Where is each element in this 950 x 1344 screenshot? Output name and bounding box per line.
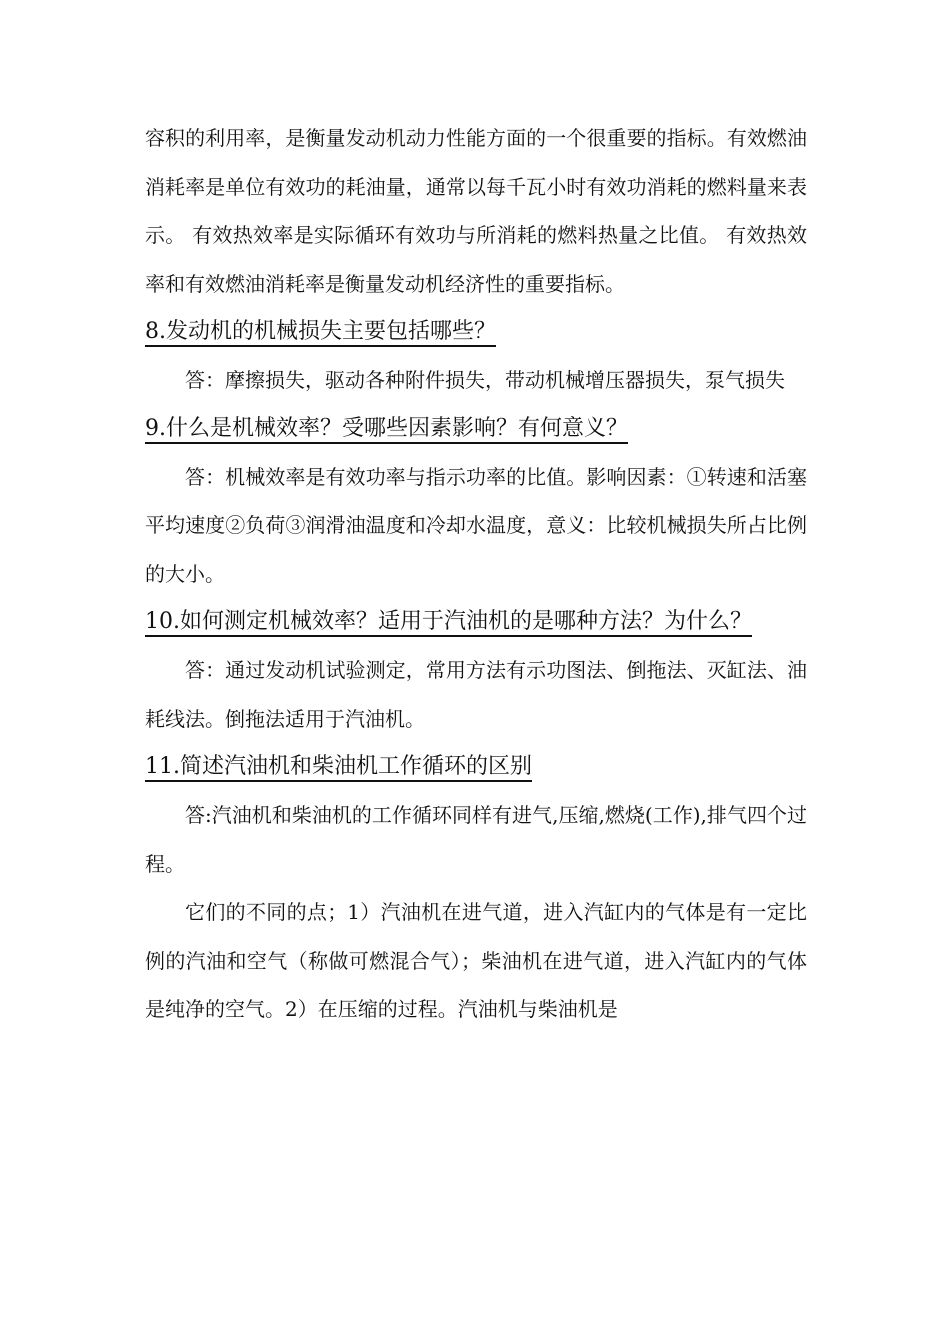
answer-8: 答：摩擦损失，驱动各种附件损失，带动机械增压器损失，泵气损失 bbox=[185, 368, 785, 392]
answer-10: 答：通过发动机试验测定，常用方法有示功图法、倒拖法、灭缸法、油耗线法。倒拖法适用于汽油机。 bbox=[145, 658, 807, 731]
question-9 bbox=[145, 405, 807, 453]
answer-11-part-1: 答:汽油机和柴油机的工作循环同样有进气,压缩,燃烧(工作),排气四个过程。 bbox=[145, 803, 807, 876]
answer-11-part-2: 它们的不同的点；1）汽油机在进气道，进入汽缸内的气体是有一定比例的汽油和空气（称做可燃混合气）；柴油机在进气道，进入汽缸内的气体是纯净的空气。2）在压缩的过程。汽油机与柴油机是 bbox=[145, 900, 807, 1021]
intro-paragraph: 容积的利用率，是衡量发动机动力性能方面的一个很重要的指标。有效燃油消耗率是单位有效功的耗油量，通常以每千瓦小时有效功消耗的燃料量来表示。 有效热效率是实际循环有效功与所消耗的燃料热量之比值。 有效热效率和有效燃油消耗率是衡量发动机经济性的重要指标。 bbox=[145, 126, 807, 296]
question-10 bbox=[145, 598, 807, 646]
question-10-text: 10.如何测定机械效率？适用于汽油机的是哪种方法？为什么？ bbox=[145, 609, 752, 634]
question-11 bbox=[145, 743, 807, 791]
question-8 bbox=[145, 308, 807, 356]
question-9-text: 9.什么是机械效率？受哪些因素影响？有何意义？ bbox=[145, 415, 628, 441]
answer-9: 答：机械效率是有效功率与指示功率的比值。影响因素：①转速和活塞平均速度②负荷③润滑油温度和冷却水温度，意义：比较机械损失所占比例的大小。 bbox=[145, 464, 807, 586]
question-8-text: 8.发动机的机械损失主要包括哪些？ bbox=[145, 319, 496, 344]
document-page bbox=[145, 114, 807, 1034]
question-11-text: 11.简述汽油机和柴油机工作循环的区别 bbox=[145, 754, 532, 779]
